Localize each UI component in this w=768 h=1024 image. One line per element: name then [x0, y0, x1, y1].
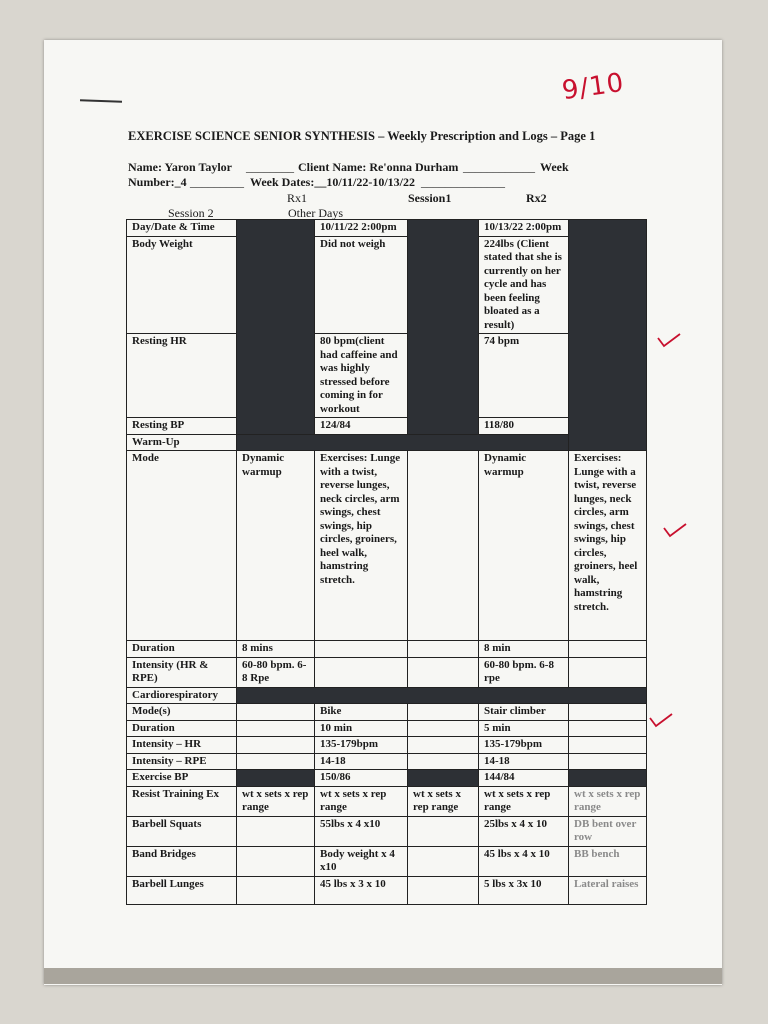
row-label: Intensity (HR & RPE)	[127, 657, 237, 687]
table-row	[127, 753, 647, 770]
shaded-cell	[237, 687, 647, 704]
session2-cell: 224lbs (Client stated that she is currently on her cycle and has been feeling bloated as a result)	[479, 236, 569, 334]
shaded-cell	[237, 434, 569, 451]
row-label: Band Bridges	[127, 846, 237, 876]
table-row	[127, 770, 647, 787]
session1-cell: wt x sets x rep range	[315, 786, 408, 816]
shaded-cell	[237, 220, 315, 435]
row-label: Resting BP	[127, 418, 237, 435]
session2-cell: Exercises: Lunge with a twist, reverse lunges, neck circles, arm swings, chest swings, hip circles, groiners, heel walk, hamstring stretch.	[569, 451, 647, 641]
session2-cell: 118/80	[479, 418, 569, 435]
other-days-cell: wt x sets x rep range	[569, 786, 647, 816]
week-dates: Week Dates:__10/11/22-10/13/22	[250, 175, 415, 189]
session2-heading: Session 2	[168, 206, 214, 220]
table-row	[127, 657, 647, 687]
check-mark-icon	[656, 330, 682, 350]
session2-cell: 135-179bpm	[479, 737, 569, 754]
client-name: Client Name: Re'onna Durham	[298, 160, 459, 174]
table-row	[127, 816, 647, 846]
table-row	[127, 737, 647, 754]
rx1-cell: Dynamic warmup	[237, 451, 315, 641]
shaded-cell	[408, 220, 479, 435]
shaded-cell	[237, 770, 315, 787]
check-mark-icon	[648, 710, 674, 730]
rx2-cell: 8 min	[479, 641, 569, 658]
session1-cell: 80 bpm(client had caffeine and was highly stressed before coming in for workout	[315, 334, 408, 418]
rx2-cell: Dynamic warmup	[479, 451, 569, 641]
other-days-cell: BB bench	[569, 846, 647, 876]
rx2-cell: wt x sets x rep range	[408, 786, 479, 816]
other-days-heading: Other Days	[288, 206, 343, 220]
table-row	[127, 786, 647, 816]
rx1-heading: Rx1	[287, 191, 308, 205]
paper-shadow-edge	[44, 968, 722, 984]
session1-heading: Session1	[408, 191, 452, 205]
session1-cell: 55lbs x 4 x10	[315, 816, 408, 846]
row-label: Mode(s)	[127, 704, 237, 721]
shaded-cell	[569, 220, 647, 451]
row-label: Duration	[127, 720, 237, 737]
table-row	[127, 687, 647, 704]
table-row	[127, 720, 647, 737]
check-mark-icon	[662, 520, 688, 540]
section-label: Cardiorespiratory	[127, 687, 237, 704]
student-name: Name: Yaron Taylor	[128, 160, 233, 174]
session2-cell: 10/13/22 2:00pm	[479, 220, 569, 237]
other-days-cell: DB bent over row	[569, 816, 647, 846]
session2-cell: 144/84	[479, 770, 569, 787]
session1-cell: 10 min	[315, 720, 408, 737]
session1-cell: 45 lbs x 3 x 10	[315, 876, 408, 904]
row-label: Barbell Lunges	[127, 876, 237, 904]
week-dates-blank: ______________	[421, 175, 505, 189]
session2-cell: 74 bpm	[479, 334, 569, 418]
row-label: Intensity – RPE	[127, 753, 237, 770]
session2-cell: wt x sets x rep range	[479, 786, 569, 816]
week-number: Number:_4	[128, 175, 187, 189]
table-row	[127, 704, 647, 721]
rx1-cell: 8 mins	[237, 641, 315, 658]
row-label: Resist Training Ex	[127, 786, 237, 816]
week-label: Week	[540, 160, 569, 174]
week-number-blank: _________	[190, 175, 244, 189]
session1-cell: 150/86	[315, 770, 408, 787]
session1-cell: 10/11/22 2:00pm	[315, 220, 408, 237]
session1-cell: Bike	[315, 704, 408, 721]
row-label: Barbell Squats	[127, 816, 237, 846]
session2-cell: 5 min	[479, 720, 569, 737]
rx2-heading: Rx2	[526, 191, 547, 205]
session1-cell: 14-18	[315, 753, 408, 770]
shaded-cell	[569, 770, 647, 787]
prescription-log-table	[126, 219, 647, 905]
row-label: Exercise BP	[127, 770, 237, 787]
row-label: Body Weight	[127, 236, 237, 334]
row-label: Duration	[127, 641, 237, 658]
handwritten-grade: 9/10	[560, 67, 627, 107]
table-row	[127, 220, 647, 237]
rx2-cell: 60-80 bpm. 6-8 rpe	[479, 657, 569, 687]
row-label: Mode	[127, 451, 237, 641]
table-row	[127, 876, 647, 904]
rx2-cell	[408, 451, 479, 641]
name-blank: ________	[246, 160, 294, 174]
section-label: Warm-Up	[127, 434, 237, 451]
session2-cell: 14-18	[479, 753, 569, 770]
table-row	[127, 641, 647, 658]
rx1-cell: 60-80 bpm. 6-8 Rpe	[237, 657, 315, 687]
row-label: Day/Date & Time	[127, 220, 237, 237]
session1-cell: 135-179bpm	[315, 737, 408, 754]
session2-cell: 5 lbs x 3x 10	[479, 876, 569, 904]
session1-cell: Exercises: Lunge with a twist, reverse lunges, neck circles, arm swings, chest swings, hip circles, groiners, heel walk, hamstring stretch.	[315, 451, 408, 641]
client-blank: ____________	[463, 160, 535, 174]
session1-cell: Did not weigh	[315, 236, 408, 334]
session2-cell: 45 lbs x 4 x 10	[479, 846, 569, 876]
row-label: Intensity – HR	[127, 737, 237, 754]
session2-cell: Stair climber	[479, 704, 569, 721]
row-label: Resting HR	[127, 334, 237, 418]
table-row	[127, 451, 647, 641]
table-row	[127, 846, 647, 876]
session1-cell: 124/84	[315, 418, 408, 435]
other-days-cell: Lateral raises	[569, 876, 647, 904]
rx1-cell: wt x sets x rep range	[237, 786, 315, 816]
shaded-cell	[408, 770, 479, 787]
session2-cell: 25lbs x 4 x 10	[479, 816, 569, 846]
page-title: EXERCISE SCIENCE SENIOR SYNTHESIS – Weekly Prescription and Logs – Page 1	[128, 129, 596, 143]
session1-cell: Body weight x 4 x10	[315, 846, 408, 876]
